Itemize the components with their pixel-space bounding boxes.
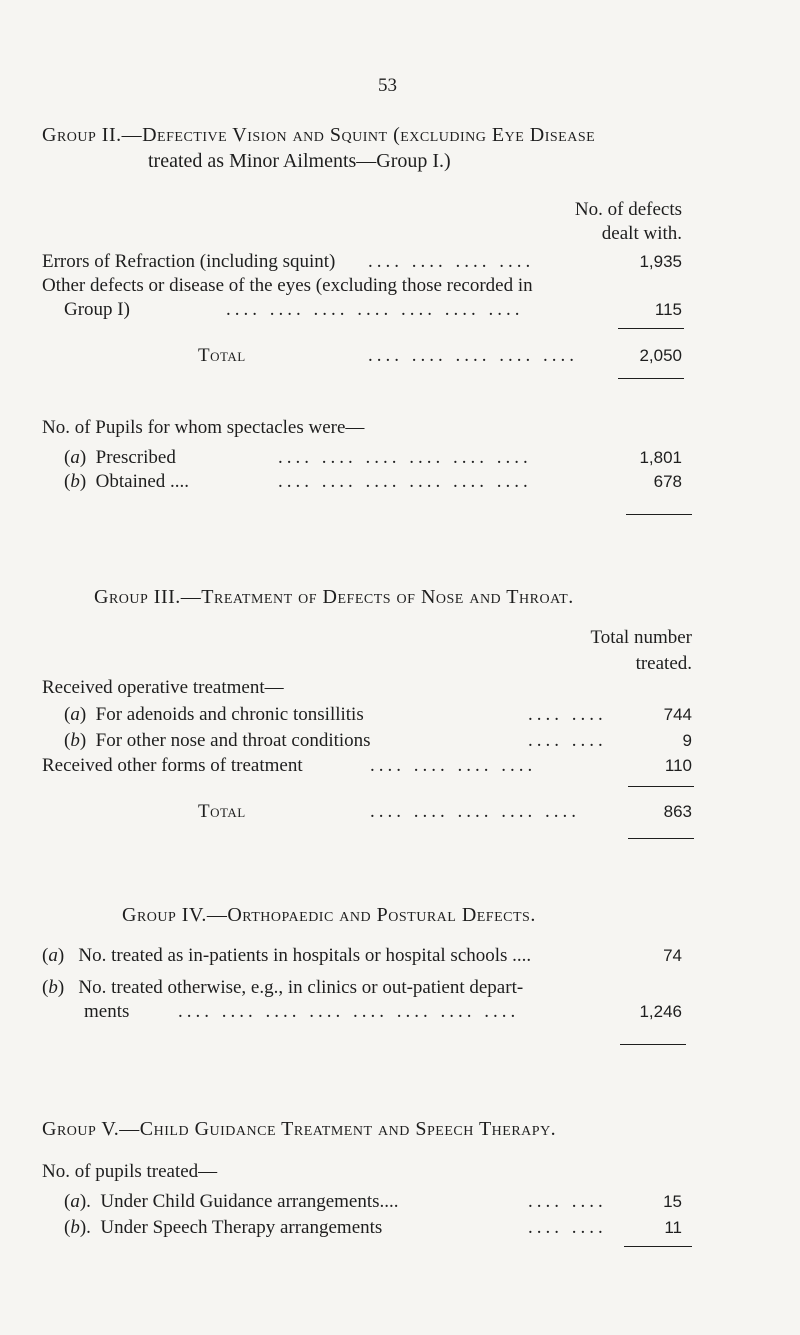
child-guidance-row: (a). Under Child Guidance arrangements.... <box>64 1191 399 1212</box>
spectacles-prescribed-value: 1,801 <box>639 448 682 467</box>
other-nose-label: For other nose and throat conditions <box>95 730 371 751</box>
group3-heading: Group III.—Treatment of Defects of Nose and Throat. <box>94 586 574 608</box>
spectacles-prescribed-row: (a) Prescribed <box>64 447 176 468</box>
spectacles-prescribed-dots: .... .... .... .... .... .... <box>278 447 532 468</box>
item-letter: a <box>48 945 58 966</box>
refraction-label: Errors of Refraction (including squint) <box>42 251 336 272</box>
adenoids-value: 744 <box>663 705 692 724</box>
group2-total-value: 2,050 <box>639 346 682 365</box>
spectacles-intro: No. of Pupils for whom spectacles were— <box>42 417 365 438</box>
group5-heading: Group V.—Child Guidance Treatment and Speech Therapy. <box>42 1118 557 1140</box>
other-defects-dots: .... .... .... .... .... .... .... <box>226 299 524 320</box>
group3-total-label: Total <box>198 801 246 822</box>
group2-col-header-line2: dealt with. <box>601 223 682 244</box>
outpatients-value: 1,246 <box>639 1002 682 1021</box>
group2-heading-line2: treated as Minor Ailments—Group I.) <box>148 150 451 172</box>
speech-therapy-dots: .... .... <box>528 1217 607 1238</box>
child-guidance-label: Under Child Guidance arrangements.... <box>100 1191 399 1212</box>
group3-total-value: 863 <box>663 802 692 821</box>
item-letter: b <box>70 1217 80 1238</box>
refraction-dots: .... .... .... .... <box>368 251 535 272</box>
item-letter: a <box>70 447 80 468</box>
group2-total-rule <box>618 378 684 379</box>
other-nose-value: 9 <box>682 731 692 750</box>
inpatients-label: No. treated as in-patients in hospitals or hospital schools .... <box>78 945 532 966</box>
group4-rule <box>620 1044 686 1045</box>
outpatients-label-line1: No. treated otherwise, e.g., in clinics or out-patient depart- <box>78 977 524 998</box>
other-nose-row: (b) For other nose and throat conditions <box>64 730 371 751</box>
group3-total-dots: .... .... .... .... .... <box>370 801 580 822</box>
group2-heading-line1: Group II.—Defective Vision and Squint (excluding Eye Disease <box>42 124 596 146</box>
adenoids-label: For adenoids and chronic tonsillitis <box>95 704 364 725</box>
outpatients-row: (b) No. treated otherwise, e.g., in clinics or out-patient depart- <box>42 977 524 998</box>
group3-col-header-line1: Total number <box>590 627 692 648</box>
spectacles-obtained-label: Obtained .... <box>95 471 190 492</box>
item-letter: a <box>70 1191 80 1212</box>
item-letter: b <box>70 471 80 492</box>
other-defects-value: 115 <box>654 300 682 319</box>
group5-intro: No. of pupils treated— <box>42 1161 218 1182</box>
spectacles-rule <box>626 514 692 515</box>
inpatients-row: (a) No. treated as in-patients in hospitals or hospital schools .... <box>42 945 532 966</box>
group4-heading: Group IV.—Orthopaedic and Postural Defects. <box>122 904 536 926</box>
item-letter: b <box>48 977 58 998</box>
outpatients-label-line2: ments <box>84 1001 130 1022</box>
group2-total-label: Total <box>198 345 246 366</box>
inpatients-value: 74 <box>663 946 682 965</box>
speech-therapy-label: Under Speech Therapy arrangements <box>100 1217 383 1238</box>
group5-rule <box>624 1246 692 1247</box>
spectacles-obtained-value: 678 <box>653 472 682 491</box>
other-treatment-value: 110 <box>664 756 692 775</box>
item-letter: b <box>70 730 80 751</box>
group3-subtotal-rule <box>628 786 694 787</box>
speech-therapy-row: (b). Under Speech Therapy arrangements <box>64 1217 383 1238</box>
item-letter: a <box>70 704 80 725</box>
group2-col-header-line1: No. of defects <box>574 199 682 220</box>
other-nose-dots: .... .... <box>528 730 607 751</box>
group2-subtotal-rule <box>618 328 684 329</box>
child-guidance-dots: .... .... <box>528 1191 607 1212</box>
other-defects-label-line2: Group I) <box>64 299 130 320</box>
child-guidance-value: 15 <box>663 1192 682 1211</box>
spectacles-prescribed-label: Prescribed <box>95 447 176 468</box>
spectacles-obtained-dots: .... .... .... .... .... .... <box>278 471 532 492</box>
other-defects-label-line1: Other defects or disease of the eyes (excluding those recorded in <box>42 275 533 296</box>
adenoids-dots: .... .... <box>528 704 607 725</box>
outpatients-dots: .... .... .... .... .... .... .... .... <box>178 1001 520 1022</box>
group3-col-header-line2: treated. <box>635 653 692 674</box>
spectacles-obtained-row: (b) Obtained .... <box>64 471 190 492</box>
page-number: 53 <box>378 75 397 96</box>
group3-total-rule <box>628 838 694 839</box>
group2-total-dots: .... .... .... .... .... <box>368 345 578 366</box>
speech-therapy-value: 11 <box>664 1218 682 1237</box>
other-treatment-label: Received other forms of treatment <box>42 755 303 776</box>
adenoids-row: (a) For adenoids and chronic tonsillitis <box>64 704 364 725</box>
operative-intro: Received operative treatment— <box>42 677 284 698</box>
other-treatment-dots: .... .... .... .... <box>370 755 537 776</box>
refraction-value: 1,935 <box>639 252 682 271</box>
